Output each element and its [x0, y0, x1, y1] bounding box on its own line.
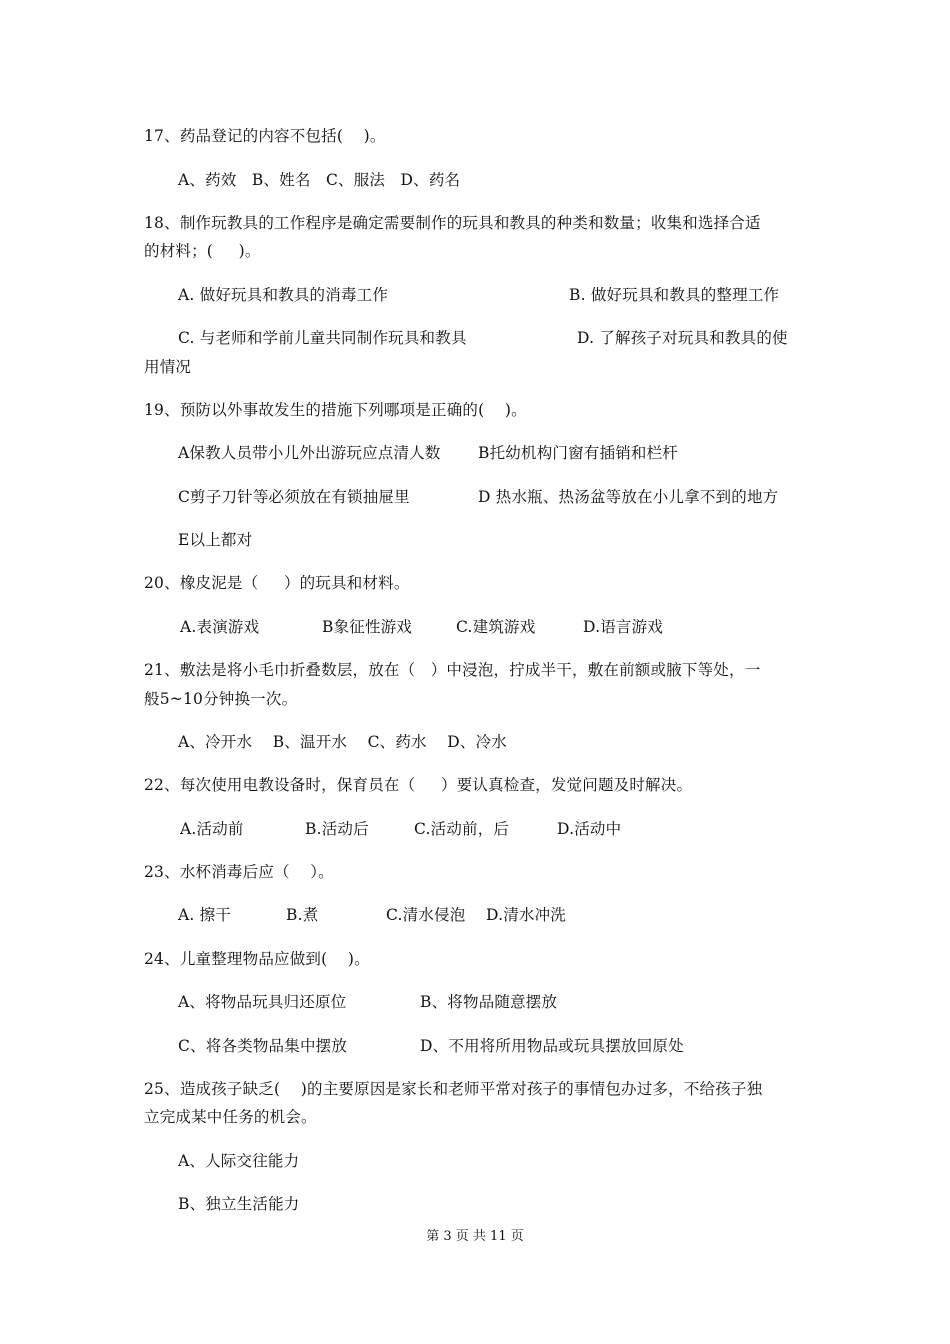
q25-stem-line1: 25、造成孩子缺乏( )的主要原因是家长和老师平常对孩子的事情包办过多，不给孩子独 [144, 1080, 763, 1098]
q22-option-d: D.活动中 [557, 820, 622, 838]
q18-stem-line1: 18、制作玩教具的工作程序是确定需要制作的玩具和教具的种类和数量；收集和选择合适 [144, 214, 761, 232]
q24-option-d: D、不用将所用物品或玩具摆放回原处 [420, 1037, 684, 1055]
q22-stem: 22、每次使用电教设备时，保育员在（ ）要认真检查，发觉问题及时解决。 [144, 776, 693, 794]
q21-stem-line2: 般5~10分钟换一次。 [144, 690, 298, 708]
q18-option-b: B. 做好玩具和教具的整理工作 [569, 286, 780, 304]
q17-stem: 17、药品登记的内容不包括( )。 [144, 127, 386, 145]
q18-option-d: D. 了解孩子对玩具和教具的使 [577, 329, 788, 347]
q20-stem: 20、橡皮泥是（ ）的玩具和材料。 [144, 574, 410, 592]
q19-option-e: E以上都对 [178, 531, 253, 549]
page-number-footer: 第 3 页 共 11 页 [426, 1229, 524, 1244]
q24-option-a: A、将物品玩具归还原位 [178, 993, 347, 1011]
q18-option-a: A. 做好玩具和教具的消毒工作 [178, 286, 389, 304]
q22-option-a: A.活动前 [180, 820, 244, 838]
q19-option-b: B托幼机构门窗有插销和栏杆 [478, 444, 678, 462]
q19-option-a: A保教人员带小儿外出游玩应点清人数 [178, 444, 441, 462]
q23-option-b: B.煮 [286, 906, 319, 924]
q23-option-d: D.清水冲洗 [486, 906, 567, 924]
q19-option-c: C剪子刀针等必须放在有锁抽屉里 [178, 488, 410, 506]
q23-option-c: C.清水侵泡 [386, 906, 466, 924]
q19-stem: 19、预防以外事故发生的措施下列哪项是正确的( )。 [144, 401, 527, 419]
q25-option-b: B、独立生活能力 [178, 1195, 300, 1213]
q21-stem-line1: 21、敷法是将小毛巾折叠数层，放在（ ）中浸泡，拧成半干，敷在前额或腋下等处，一 [144, 661, 761, 679]
q23-option-a: A. 擦干 [178, 906, 232, 924]
q20-option-d: D.语言游戏 [583, 618, 664, 636]
q22-option-c: C.活动前，后 [414, 820, 510, 838]
q22-option-b: B.活动后 [305, 820, 369, 838]
q21-options: A、冷开水 B、温开水 C、药水 D、冷水 [178, 733, 507, 751]
q24-option-b: B、将物品随意摆放 [420, 993, 558, 1011]
q18-stem-line2: 的材料；( )。 [144, 242, 261, 260]
q20-option-c: C.建筑游戏 [456, 618, 536, 636]
q20-option-b: B象征性游戏 [322, 618, 413, 636]
q17-options: A、药效 B、姓名 C、服法 D、药名 [178, 171, 461, 189]
q24-stem: 24、儿童整理物品应做到( )。 [144, 950, 370, 968]
q19-option-d: D 热水瓶、热汤盆等放在小儿拿不到的地方 [478, 488, 779, 506]
q18-option-d-cont: 用情况 [144, 358, 192, 376]
q24-option-c: C、将各类物品集中摆放 [178, 1037, 348, 1055]
q18-option-c: C. 与老师和学前儿童共同制作玩具和教具 [178, 329, 467, 347]
q25-stem-line2: 立完成某中任务的机会。 [144, 1108, 317, 1126]
q20-option-a: A.表演游戏 [180, 618, 260, 636]
q25-option-a: A、人际交往能力 [178, 1152, 300, 1170]
q23-stem: 23、水杯消毒后应（ ）。 [144, 863, 334, 881]
